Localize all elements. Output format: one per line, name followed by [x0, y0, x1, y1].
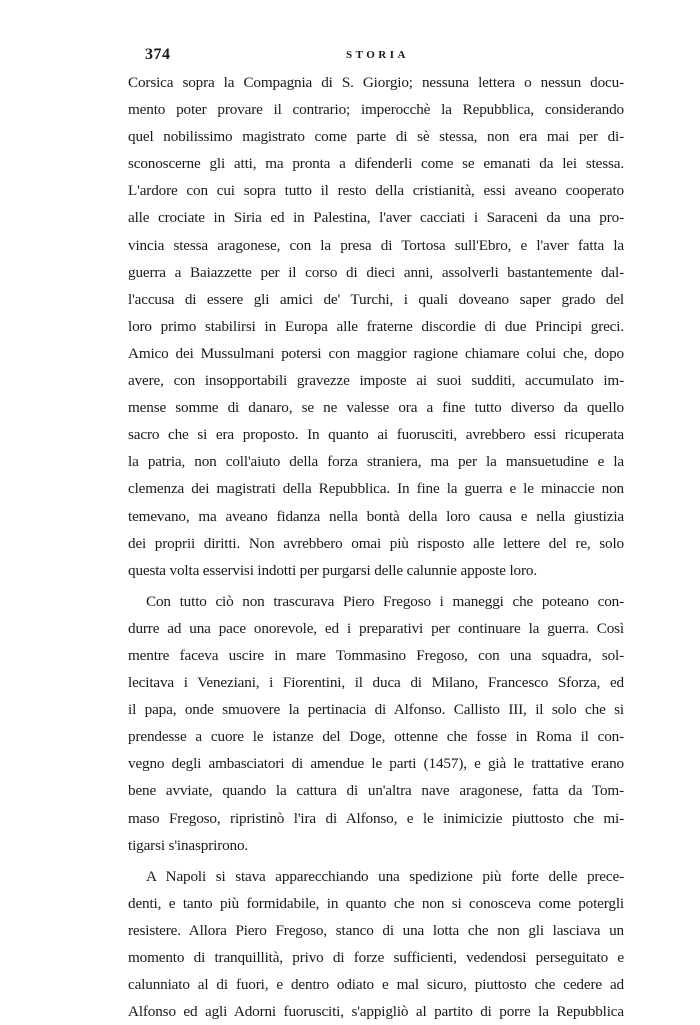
text-line: temevano, ma aveano fidanza nella bontà della loro causa e nella giustizia	[128, 507, 624, 525]
paragraph	[128, 588, 624, 859]
text-line: guerra a Baiazzette per il corso di dieci anni, assolverli bastantemente dal-	[128, 263, 624, 281]
paragraph	[128, 863, 624, 1025]
text-line: vegno degli ambasciatori di amendue le parti (1457), e già le trattative erano	[128, 755, 624, 773]
text-line: bene avviate, quando la cattura di un'altra nave aragonese, fatta da Tom-	[128, 782, 624, 800]
text-line: dei proprii diritti. Non avrebbero omai più risposto alle lettere del re, solo	[128, 534, 624, 552]
text-line: vincia stessa aragonese, con la presa di Tortosa sull'Ebro, e l'aver fatta la	[128, 236, 624, 254]
text-line: calunniato al di fuori, e dentro odiato e mal sicuro, piuttosto che cedere ad	[128, 976, 624, 994]
running-head	[0, 46, 700, 66]
text-line: avere, con insopportabili gravezze imposte ai suoi sudditi, accumulato im-	[128, 372, 624, 390]
text-line: durre ad una pace onorevole, ed i preparativi per continuare la guerra. Così	[128, 619, 624, 637]
body-text	[128, 69, 624, 1025]
running-title: STORIA	[346, 49, 409, 61]
text-line: clemenza dei magistrati della Repubblica. In fine la guerra e le minaccie non	[128, 480, 624, 498]
text-line: loro primo stabilirsi in Europa alle fraterne discordie di due Principi greci.	[128, 317, 624, 335]
text-line: Alfonso ed agli Adorni fuorusciti, s'appigliò al partito di porre la Repubblica	[128, 1003, 624, 1021]
text-line: mento poter provare il contrario; imperocchè la Repubblica, considerando	[128, 101, 624, 119]
text-line: maso Fregoso, ripristinò l'ira di Alfonso, e le inimicizie piuttosto che mi-	[128, 809, 624, 827]
text-line: Corsica sopra la Compagnia di S. Giorgio; nessuna lettera o nessun docu-	[128, 74, 624, 91]
text-line: il papa, onde smuovere la pertinacia di Alfonso. Callisto III, il solo che si	[128, 701, 624, 719]
text-line: Amico dei Mussulmani potersi con maggior ragione chiamare colui che, dopo	[128, 344, 624, 362]
text-line: la patria, non coll'aiuto della forza straniera, ma per la mansuetudine e la	[128, 453, 624, 471]
text-line: sconoscerne gli atti, ma pronta a difenderli come se emanati da lei stessa.	[128, 155, 624, 173]
text-line: quel nobilissimo magistrato come parte di sè stessa, non era mai per di-	[128, 128, 624, 146]
text-line: mense somme di danaro, se ne valesse ora a fine tutto diverso da quello	[128, 399, 624, 417]
text-line: alle crociate in Siria ed in Palestina, l'aver cacciati i Saraceni da una pro-	[128, 209, 624, 227]
text-line: tigarsi s'inasprirono.	[128, 836, 249, 854]
text-line: lecitava i Veneziani, i Fiorentini, il duca di Milano, Francesco Sforza, ed	[128, 674, 624, 692]
text-line: mentre faceva uscire in mare Tommasino Fregoso, con una squadra, sol-	[128, 646, 624, 664]
text-line: momento di tranquillità, privo di forze sufficienti, vedendosi perseguitato e	[128, 949, 624, 966]
text-line: questa volta esservisi indotti per purgarsi delle calunnie apposte loro.	[128, 561, 537, 579]
text-line: resistere. Allora Piero Fregoso, stanco di una lotta che non gli lasciava un	[128, 921, 624, 939]
text-line: Con tutto ciò non trascurava Piero Fregoso i maneggi che poteano con-	[146, 592, 624, 610]
text-line: L'ardore con cui sopra tutto il resto della cristianità, essi aveano cooperato	[128, 182, 624, 200]
text-line: denti, e tanto più formidabile, in quanto che non si conosceva come potergli	[128, 894, 624, 912]
text-line: A Napoli si stava apparecchiando una spedizione più forte delle prece-	[146, 867, 624, 885]
text-line: sacro che si era proposto. In quanto ai fuorusciti, avrebbero essi ricuperata	[128, 426, 624, 444]
page-number: 374	[145, 46, 171, 63]
text-line: prendesse a cuore le istanze del Doge, ottenne che fosse in Roma il con-	[128, 728, 624, 746]
paragraph	[128, 69, 624, 584]
text-line: l'accusa di essere gli amici de' Turchi, i quali doveano saper grado del	[128, 290, 624, 308]
